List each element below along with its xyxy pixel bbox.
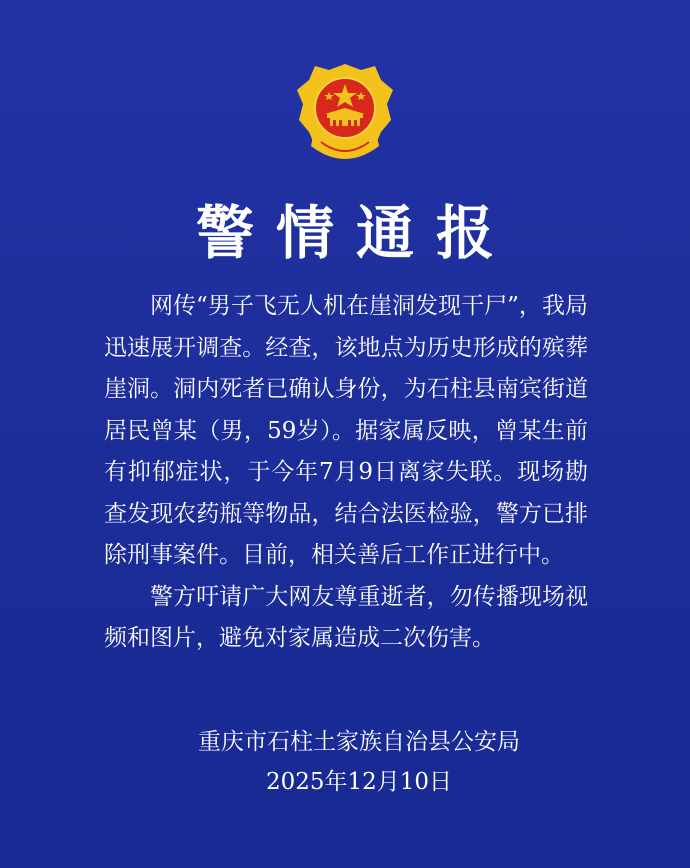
issue-date: 2025年12月10日 xyxy=(265,769,453,795)
notice-body xyxy=(104,286,588,660)
notice-title: 警情通报 xyxy=(195,199,516,267)
issuer-name: 重庆市石柱土家族自治县公安局 xyxy=(198,729,520,755)
police-emblem-icon xyxy=(295,62,395,174)
notice-paragraph-2: 警方吁请广大网友尊重逝者，勿传播现场视频和图片，避免对家属造成二次伤害。 xyxy=(104,583,588,651)
signature-block xyxy=(0,722,690,802)
notice-paragraph-1: 网传“男子飞无人机在崖洞发现干尸”，我局迅速展开调查。经查，该地点为历史形成的殡葬崖洞。洞内死者已确认身份，为石柱县南宾街道居民曾某（男，59岁）。据家属反映，曾某生前有抑郁症状，于今年7月9日离家失联。现场勘查发现农药瓶等物品，结合法医检验，警方已排除刑事案件。目前，相关善后工作正进行中。 xyxy=(104,293,588,568)
